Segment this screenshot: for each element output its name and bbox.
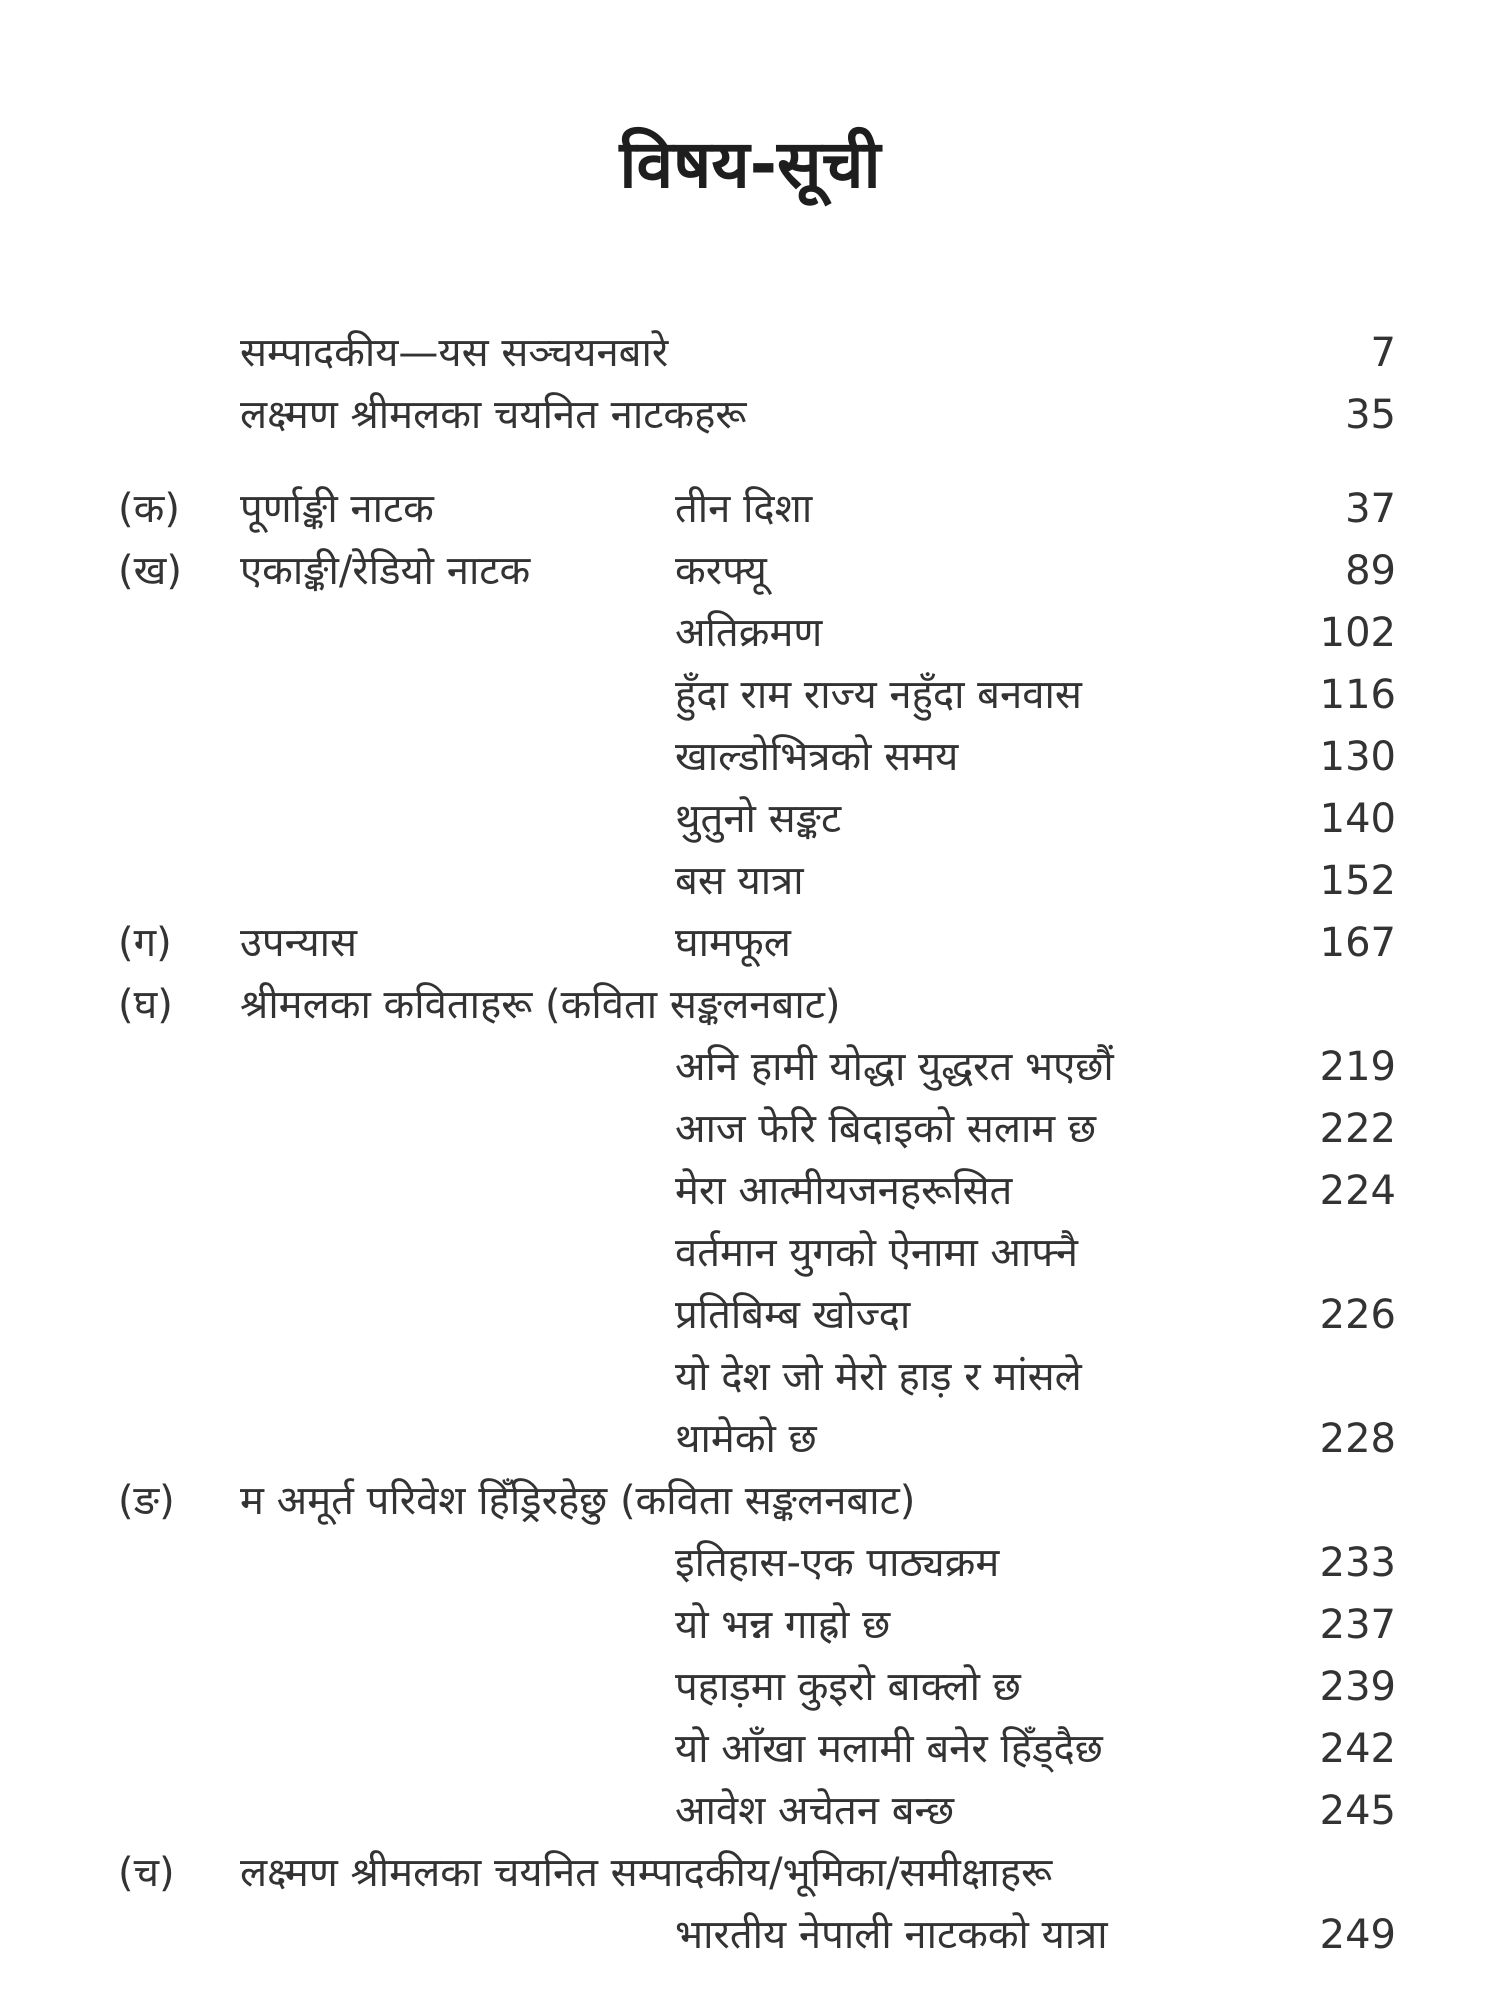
toc-row [0,322,1500,384]
toc-row [0,1656,1500,1718]
toc-entry-title: थामेको छ [675,1416,817,1462]
toc-row [0,1718,1500,1780]
toc-marker: (क) [118,486,180,532]
toc-row [0,1408,1500,1470]
toc-page-number: 116 [1319,672,1396,718]
toc-entry-title: यो भन्न गाह्रो छ [675,1602,891,1648]
toc-page-number: 233 [1319,1540,1396,1586]
toc-section: एकाङ्की/रेडियो नाटक [240,548,531,594]
toc-entry-title: वर्तमान युगको ऐनामा आफ्नै [675,1230,1078,1276]
toc-page-number: 237 [1319,1602,1396,1648]
toc-page-number: 219 [1319,1044,1396,1090]
toc-entry-title: घामफूल [675,920,791,966]
toc-page-number: 35 [1345,392,1396,438]
toc-entry-title: तीन दिशा [675,486,813,532]
toc-entry-title: हुँदा राम राज्य नहुँदा बनवास [675,672,1082,718]
toc-row [0,478,1500,540]
toc-section: उपन्यास [240,920,358,966]
toc-page-number: 102 [1319,610,1396,656]
toc-entry-title: भारतीय नेपाली नाटकको यात्रा [675,1912,1108,1958]
toc-row [0,1904,1500,1966]
toc-row [0,788,1500,850]
page-title: विषय-सूची [619,126,881,203]
toc-marker: (ङ) [118,1478,175,1524]
toc-page-number: 224 [1319,1168,1396,1214]
toc-row [0,1470,1500,1532]
toc-row [0,602,1500,664]
toc-entry-title: यो आँखा मलामी बनेर हिँड्दैछ [675,1726,1103,1772]
toc-entry-title: यो देश जो मेरो हाड़ र मांसले [675,1354,1082,1400]
toc-row [0,1160,1500,1222]
toc-section: लक्ष्मण श्रीमलका चयनित नाटकहरू [240,392,747,438]
toc-page-number: 89 [1345,548,1396,594]
toc-row [0,850,1500,912]
toc-page-number: 222 [1319,1106,1396,1152]
toc-row [0,1346,1500,1408]
toc-page-number: 239 [1319,1664,1396,1710]
toc-row [0,1284,1500,1346]
toc-section: पूर्णाङ्की नाटक [240,486,434,532]
toc-entry-title: अनि हामी योद्धा युद्धरत भएछौं [675,1044,1114,1090]
toc-page-number: 130 [1319,734,1396,780]
toc-entry-title: मेरा आत्मीयजनहरूसित [675,1168,1013,1214]
toc-row [0,664,1500,726]
toc-row [0,1222,1500,1284]
toc-page-number: 37 [1345,486,1396,532]
toc-page-number: 7 [1370,330,1396,376]
toc-marker: (ग) [118,920,172,966]
toc-page-number: 152 [1319,858,1396,904]
toc-page-number: 242 [1319,1726,1396,1772]
toc-row [0,1036,1500,1098]
toc-entry-title: प्रतिबिम्ब खोज्दा [675,1292,911,1338]
toc-row [0,1842,1500,1904]
toc-page-number: 228 [1319,1416,1396,1462]
toc-entry-title: आवेश अचेतन बन्छ [675,1788,955,1834]
toc-entry-title: करफ्यू [675,548,767,594]
toc-section: श्रीमलका कविताहरू (कविता सङ्कलनबाट) [240,982,841,1028]
toc-section: म अमूर्त परिवेश हिँड्रिरहेछु (कविता सङ्कलनबाट) [240,1478,916,1524]
toc-page-number: 167 [1319,920,1396,966]
toc-entry-title: बस यात्रा [675,858,804,904]
toc-section: सम्पादकीय—यस सञ्चयनबारे [240,330,669,376]
toc-section: लक्ष्मण श्रीमलका चयनित सम्पादकीय/भूमिका/समीक्षाहरू [240,1850,1053,1896]
toc-row [0,384,1500,446]
toc-entry-title: थुतुनो सङ्कट [675,796,842,842]
toc-marker: (ख) [118,548,182,594]
toc-marker: (घ) [118,982,173,1028]
toc-row [0,540,1500,602]
toc-marker: (च) [118,1850,175,1896]
toc-entry-title: आज फेरि बिदाइको सलाम छ [675,1106,1096,1152]
toc-row [0,974,1500,1036]
toc-row [0,726,1500,788]
toc-row [0,1532,1500,1594]
toc-entry-title: पहाड़मा कुइरो बाक्लो छ [675,1664,1021,1710]
toc-row [0,1594,1500,1656]
toc-page-number: 140 [1319,796,1396,842]
toc-entry-title: इतिहास-एक पाठ्यक्रम [675,1540,1000,1586]
toc-row [0,912,1500,974]
toc-entry-title: अतिक्रमण [675,610,823,656]
toc-page-number: 226 [1319,1292,1396,1338]
toc-page-number: 249 [1319,1912,1396,1958]
toc-page-number: 245 [1319,1788,1396,1834]
toc-entry-title: खाल्डोभित्रको समय [675,734,959,780]
toc-row [0,1098,1500,1160]
toc-row [0,1780,1500,1842]
